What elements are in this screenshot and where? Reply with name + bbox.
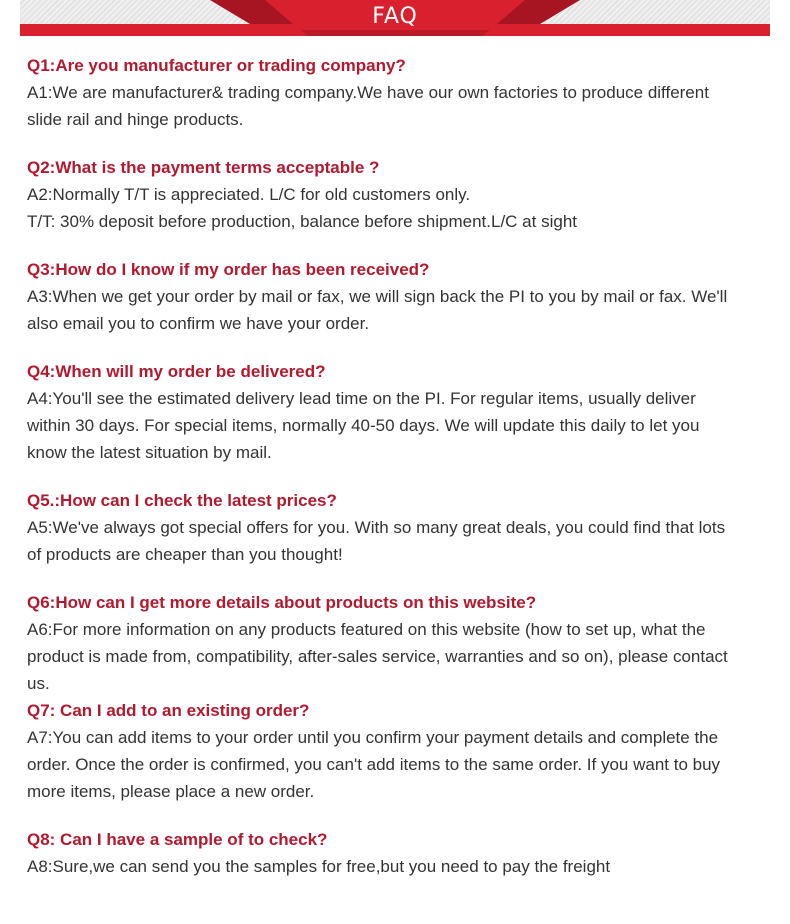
- faq-item-1: [27, 52, 777, 133]
- faq-answer-4-line-3: know the latest situation by mail.: [27, 443, 272, 462]
- faq-answer-5-line-2: of products are cheaper than you thought!: [27, 545, 343, 564]
- faq-item-3: [27, 256, 777, 337]
- faq-item-7: [27, 697, 777, 805]
- faq-answer-6-line-3: us.: [27, 674, 50, 693]
- faq-answer-3-line-1: A3:When we get your order by mail or fax, we will sign back the PI to you by mail or fax. We'll: [27, 287, 728, 306]
- faq-question-5: Q5.:How can I check the latest prices?: [27, 491, 337, 510]
- faq-item-4: [27, 358, 777, 466]
- faq-title: FAQ: [372, 4, 418, 29]
- faq-answer-1-line-1: A1:We are manufacturer& trading company.We have our own factories to produce different: [27, 83, 709, 102]
- faq-item-2: [27, 154, 777, 235]
- faq-question-4: Q4:When will my order be delivered?: [27, 362, 326, 381]
- faq-answer-1-line-2: slide rail and hinge products.: [27, 110, 244, 129]
- faq-answer-6-line-2: product is made from, compatibility, after-sales service, warranties and so on), please contact: [27, 647, 728, 666]
- faq-question-2: Q2:What is the payment terms acceptable ?: [27, 158, 380, 177]
- faq-list: [27, 52, 777, 901]
- faq-question-7: Q7: Can I add to an existing order?: [27, 701, 310, 720]
- faq-question-6: Q6:How can I get more details about products on this website?: [27, 593, 537, 612]
- faq-answer-6-line-1: A6:For more information on any products featured on this website (how to set up, what the: [27, 620, 706, 639]
- faq-answer-5-line-1: A5:We've always got special offers for you. With so many great deals, you could find that lots: [27, 518, 726, 537]
- faq-answer-7-line-3: more items, please place a new order.: [27, 782, 315, 801]
- faq-answer-3-line-2: also email you to confirm we have your order.: [27, 314, 370, 333]
- faq-answer-8-line-1: A8:Sure,we can send you the samples for free,but you need to pay the freight: [27, 857, 611, 876]
- faq-header-banner: [20, 0, 770, 36]
- faq-answer-2-line-1: A2:Normally T/T is appreciated. L/C for old customers only.: [27, 185, 471, 204]
- faq-answer-7-line-2: order. Once the order is confirmed, you can't add items to the same order. If you want to buy: [27, 755, 721, 774]
- faq-item-8: [27, 826, 777, 880]
- faq-question-1: Q1:Are you manufacturer or trading company?: [27, 56, 406, 75]
- faq-answer-2-line-2: T/T: 30% deposit before production, balance before shipment.L/C at sight: [27, 212, 577, 231]
- faq-question-3: Q3:How do I know if my order has been received?: [27, 260, 430, 279]
- faq-answer-4-line-2: within 30 days. For special items, normally 40-50 days. We will update this daily to let you: [27, 416, 700, 435]
- faq-item-5: [27, 487, 777, 568]
- faq-answer-7-line-1: A7:You can add items to your order until you confirm your payment details and complete the: [27, 728, 719, 747]
- faq-answer-4-line-1: A4:You'll see the estimated delivery lead time on the PI. For regular items, usually deliver: [27, 389, 696, 408]
- faq-item-6: [27, 589, 777, 697]
- faq-question-8: Q8: Can I have a sample of to check?: [27, 830, 328, 849]
